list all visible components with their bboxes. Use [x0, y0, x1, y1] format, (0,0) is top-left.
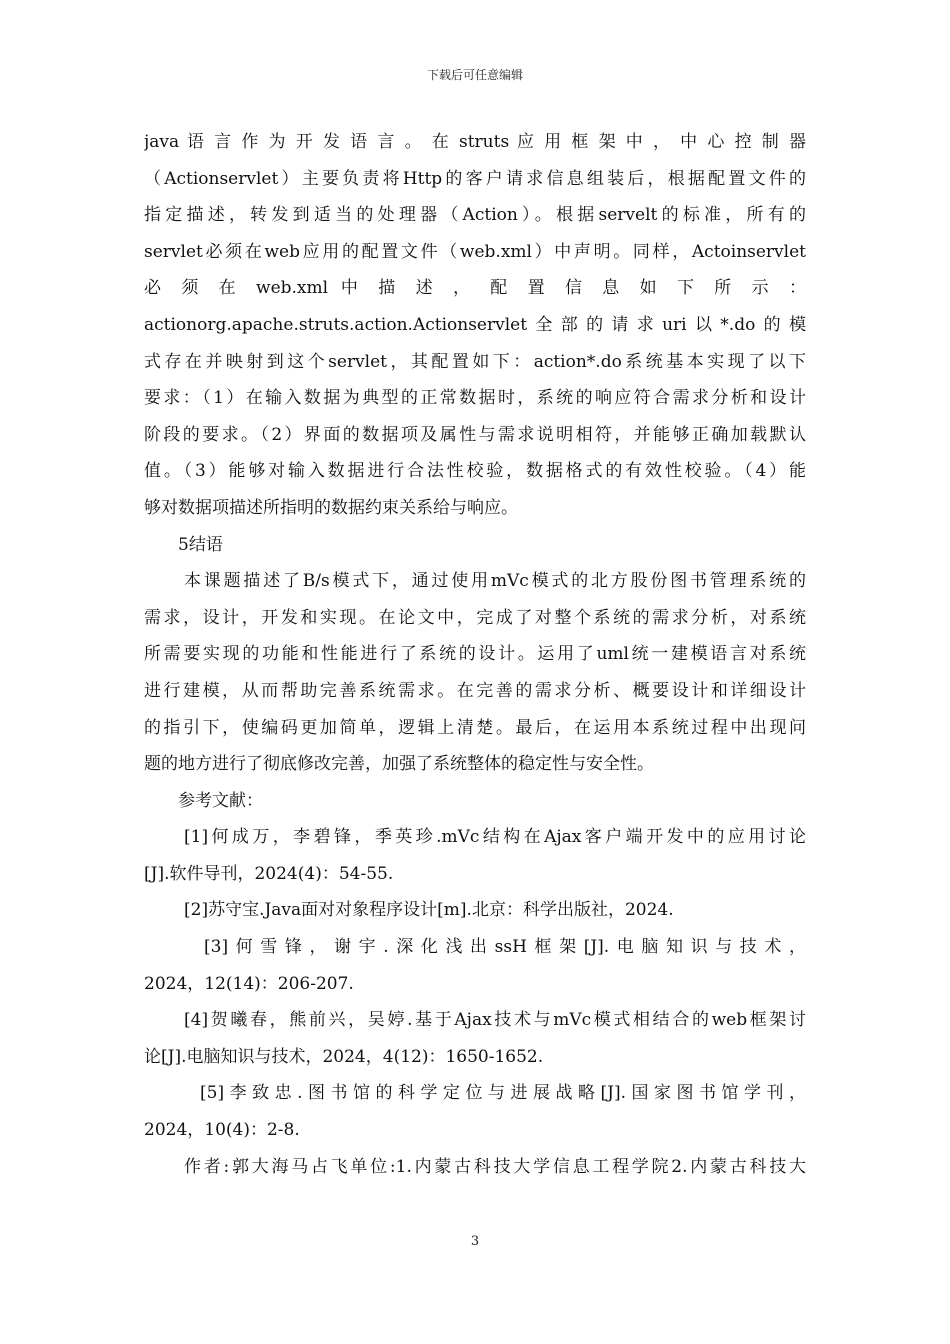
reference-line: [5]李致忠.图书馆的科学定位与进展战略[J].国家图书馆学刊， [200, 1083, 806, 1104]
page-header: 下载后可任意编辑 [426, 68, 523, 82]
text-line: 要求：（1）在输入数据为典型的正常数据时，系统的响应符合需求分析和设计 [144, 388, 806, 409]
text-line: 题的地方进行了彻底修改完善，加强了系统整体的稳定性与安全性。 [144, 754, 654, 775]
body-text [144, 124, 806, 1185]
reference-line: 2024，12(14)：206-207. [144, 973, 354, 994]
text-line: 的指引下，使编码更加简单，逻辑上清楚。最后，在运用本系统过程中出现问 [144, 717, 806, 738]
text-line: 需求，设计，开发和实现。在论文中，完成了对整个系统的需求分析，对系统 [144, 607, 806, 628]
reference-line: 2024，10(4)：2-8. [144, 1120, 300, 1141]
text-line: 式存在并映射到这个servlet，其配置如下：action*.do系统基本实现了以下 [144, 351, 806, 372]
reference-line: [J].软件导刊，2024(4)：54-55. [144, 863, 394, 884]
text-line: （Actionservlet）主要负责将Http的客户请求信息组装后，根据配置文件的 [144, 168, 806, 189]
text-line: 必 须 在 web.xml 中 描 述 ， 配 置 信 息 如 下 所 示 ： [144, 278, 806, 299]
reference-line: [1]何成万，李碧锋，季英珍.mVc结构在Ajax客户端开发中的应用讨论 [184, 827, 806, 848]
text-line: 本课题描述了B/s模式下，通过使用mVc模式的北方股份图书管理系统的 [184, 571, 806, 592]
text-line: 所需要实现的功能和性能进行了系统的设计。运用了uml统一建模语言对系统 [144, 644, 806, 665]
reference-line: 论[J].电脑知识与技术，2024，4(12)：1650-1652. [144, 1046, 544, 1067]
reference-line: [2]苏守宝.Java面对对象程序设计[m].北京：科学出版社，2024. [184, 900, 674, 921]
text-line: servlet必须在web应用的配置文件（web.xml）中声明。同样，Actoinservlet [144, 241, 806, 262]
text-line: 够对数据项描述所指明的数据约束关系给与响应。 [144, 497, 518, 518]
author-line: 作者:郭大海马占飞单位:1.内蒙古科技大学信息工程学院2.内蒙古科技大 [184, 1156, 806, 1177]
page-number: 3 [470, 1234, 480, 1249]
references-heading: 参考文献： [178, 790, 263, 811]
text-line: java 语 言 作 为 开 发 语 言 。 在 struts 应 用 框 架 中 ， 中 心 控 制 器 [144, 132, 806, 152]
text-line: 进行建模，从而帮助完善系统需求。在完善的需求分析、概要设计和详细设计 [144, 680, 806, 701]
reference-line: [3]何雪锋，谢宇.深化浅出ssH框架[J].电脑知识与技术， [204, 937, 806, 958]
reference-line: [4]贺曦春，熊前兴，吴婷.基于Ajax技术与mVc模式相结合的web框架讨 [184, 1010, 806, 1031]
text-line: actionorg.apache.struts.action.Actionservlet全部的请求uri以*.do的模 [144, 314, 806, 335]
section-heading: 5结语 [178, 534, 223, 555]
text-line: 值。（3）能够对输入数据进行合法性校验，数据格式的有效性校验。（4）能 [144, 461, 806, 482]
text-line: 阶段的要求。（2）界面的数据项及属性与需求说明相符，并能够正确加载默认 [144, 424, 806, 445]
text-line: 指定描述，转发到适当的处理器（Action）。根据servelt的标准，所有的 [144, 205, 806, 226]
